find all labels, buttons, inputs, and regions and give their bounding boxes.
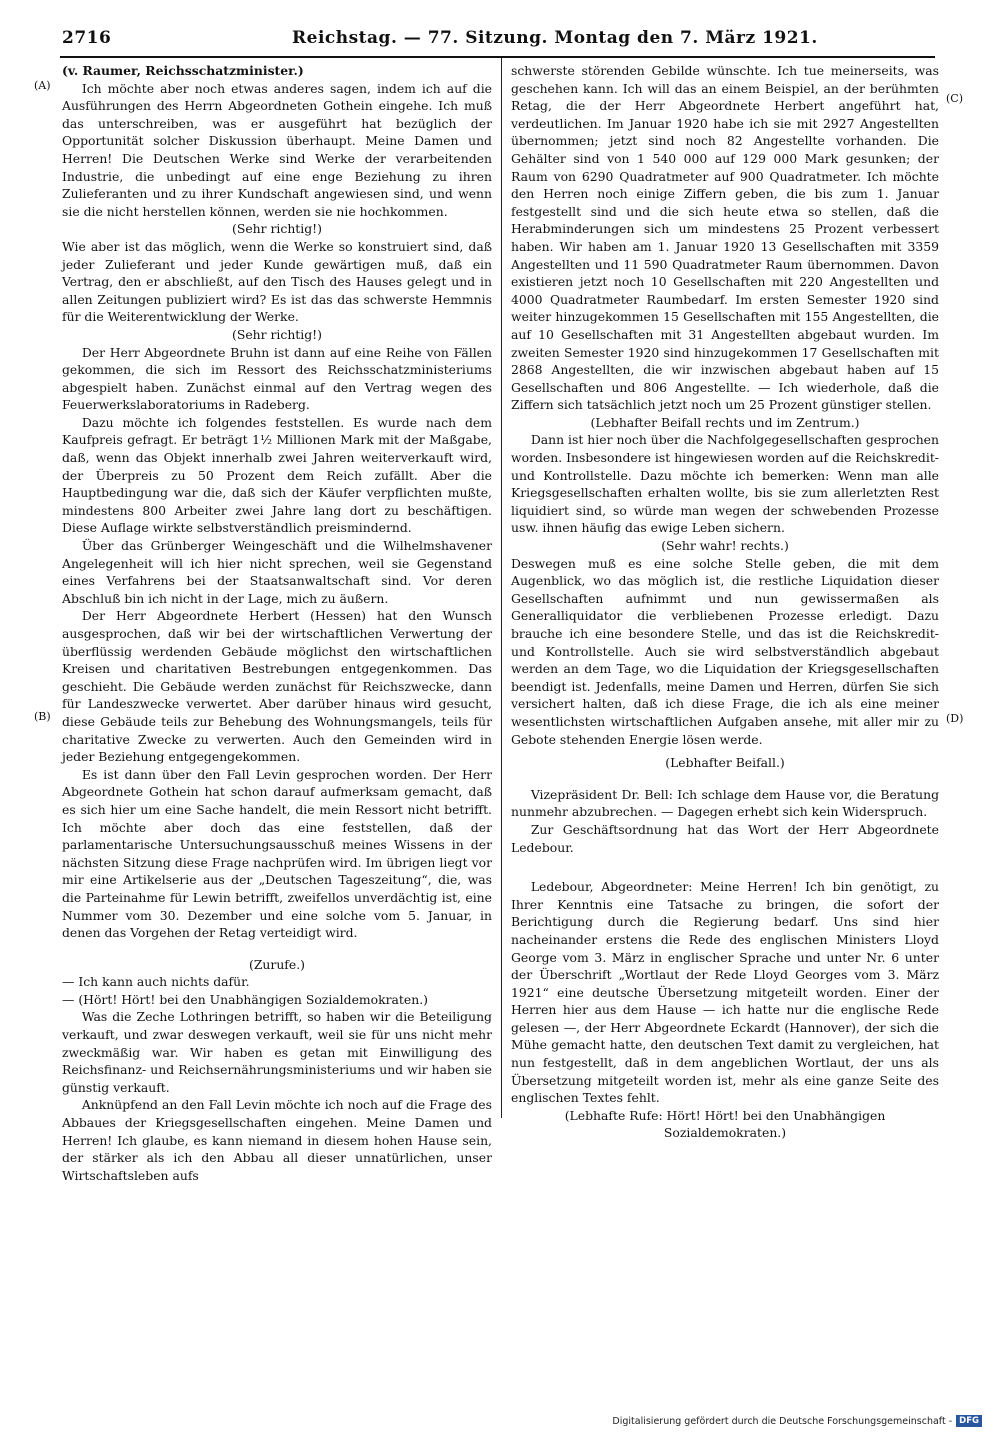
paragraph: Deswegen muß es eine solche Stelle geben, die mit dem Augenblick, wo das möglich ist, die restliche Liquidation dieser Gesellschaften aufnimmt und nun gewissermaßen als Generalliquidator die verbliebenen Prozesse erledigt. Dazu brauche ich eine besondere Stelle, und das ist die Reichskredit- und Kontrollstelle. Auch sie wird selbstverständlich abgebaut werden an dem Tage, wo die Liquidation der Kriegsgesellschaften beendigt ist. Jedenfalls, meine Damen und Herren, dürfen Sie sich versichert halten, daß ich diese Frage, die ich als eine meiner wesentlichsten wirtschaftlichen Aufgaben ansehe, mit aller mir zu Gebote stehenden Energie lösen werde. bbox=[511, 555, 939, 747]
page-header bbox=[62, 28, 997, 54]
page-number: 2716 bbox=[62, 28, 112, 48]
paragraph: — Ich kann auch nichts dafür. bbox=[62, 974, 250, 990]
left-column bbox=[62, 62, 492, 1184]
interjection: (Lebhafter Beifall.) bbox=[665, 755, 785, 771]
running-title: Reichstag. — 77. Sitzung. Montag den 7. März 1921. bbox=[292, 28, 818, 48]
paragraph: Ledebour, Abgeordneter: Meine Herren! Ich bin genötigt, zu Ihrer Kenntnis eine Tatsache zu bringen, die sofort der Berichtigung durch die Regierung bedarf. Uns sind hier nacheinander erstens die Rede des englischen Ministers Lloyd George vom 3. März in englischer Sprache und unter Nr. 6 unter der Überschrift „Wortlaut der Rede Lloyd Georges vom 3. März 1921“ eine deutsche Übersetzung mitgeteilt worden. Einer der Herren hier aus dem Hause — ich hatte nur die englische Rede gelesen —, der Herr Abgeordnete Eckardt (Hannover), der sich die Mühe gemacht hatte, den deutschen Text damit zu vergleichen, hat nun festgestellt, daß in dem angeblichen Wortlaut, der uns als Übersetzung mitgeteilt worden ist, mehr als eine ganze Seite des englischen Textes fehlt. bbox=[511, 879, 939, 1106]
paragraph: Über das Grünberger Weingeschäft und die Wilhelmshavener Angelegenheit will ich hier nicht sprechen, weil sie Gegenstand eines Verfahrens bei der Staatsanwaltschaft sind. Vor deren Abschluß bin ich nicht in der Lage, mich zu äußern. bbox=[62, 538, 492, 606]
interjection: (Sehr richtig!) bbox=[232, 221, 322, 237]
margin-marker-b: (B) bbox=[34, 710, 51, 723]
paragraph: Ich möchte aber noch etwas anderes sagen, indem ich auf die Ausführungen des Herrn Abgeordneten Gothein eingehe. Ich muß das unterschreiben, was er ausgeführt hat bezüglich der Opportunität solcher Diskussion überhaupt. Meine Damen und Herren! Die Deutschen Werke sind Werke der verarbeitenden Industrie, die unbedingt auf eine enge Beziehung zu ihren Zulieferanten und zu ihrer Kundschaft angewiesen sind, und wenn sie die nicht herstellen können, werden sie nie hochkommen. bbox=[62, 80, 492, 219]
column-divider bbox=[501, 58, 502, 1118]
speaker-label: (v. Raumer, Reichsschatzminister.) bbox=[62, 63, 304, 78]
dfg-logo-icon: DFG bbox=[956, 1415, 982, 1427]
interjection: (Lebhafte Rufe: Hört! Hört! bei den Unabhängigen Sozialdemokraten.) bbox=[564, 1107, 886, 1141]
right-column bbox=[511, 62, 939, 1142]
paragraph: Dann ist hier noch über die Nachfolgegesellschaften gesprochen worden. Insbesondere ist hingewiesen worden auf die Reichskredit- und Kontrollstelle. Dazu möchte ich bemerken: Wenn man alle Kriegsgesellschaften erhalten wollte, bis sie zum allerletzten Rest liquidiert sind, so würde man wegen der schwebenden Prozesse usw. ihnen häufig das ewige Leben sichern. bbox=[511, 432, 939, 536]
interjection: (Sehr wahr! rechts.) bbox=[661, 538, 789, 554]
interjection: (Lebhafter Beifall rechts und im Zentrum.) bbox=[590, 414, 860, 430]
funding-note: Digitalisierung gefördert durch die Deutsche Forschungsgemeinschaft - bbox=[612, 1415, 953, 1427]
header-rule bbox=[60, 56, 935, 58]
margin-marker-d: (D) bbox=[946, 712, 964, 725]
paragraph: Es ist dann über den Fall Levin gesprochen worden. Der Herr Abgeordnete Gothein hat schon darauf aufmerksam gemacht, daß es sich hier um eine Sache handelt, die mein Ressort nicht betrifft. Ich möchte aber doch das eine feststellen, daß der parlamentarische Untersuchungsausschuß meines Wissens in der nächsten Sitzung diese Frage nachprüfen wird. Im übrigen liegt vor mir eine Artikelserie aus der „Deutschen Tageszeitung“, die, was die Parteinahme für Lewin betrifft, zweifellos unverdächtig ist, eine Nummer vom 30. Dezember und eine solche vom 5. Januar, in denen das Vorgehen der Retag verteidigt wird. bbox=[62, 766, 492, 941]
page-footer bbox=[612, 1415, 982, 1427]
paragraph: Wie aber ist das möglich, wenn die Werke so konstruiert sind, daß jeder Zulieferant und jeder Kunde gewärtigen muß, daß ein Vertrag, den er abschließt, auf den Tisch des Hauses gelegt und in allen Zeitungen publiziert wird? Es ist das das schwerste Hemmnis für die Weiterentwicklung der Werke. bbox=[62, 238, 492, 325]
interjection: — (Hört! Hört! bei den Unabhängigen Sozialdemokraten.) bbox=[62, 991, 428, 1007]
paragraph: Dazu möchte ich folgendes feststellen. Es wurde nach dem Kaufpreis gefragt. Er beträgt 1½ Millionen Mark mit der Maßgabe, daß, wenn das Objekt innerhalb zwei Jahren weiterverkauft wird, der Überpreis zu 50 Prozent dem Reich zufällt. Aber die Hauptbedingung war die, daß sich der Käufer verpflichten mußte, mindestens 800 Arbeiter zwei Jahre lang dort zu beschäftigen. Diese Auflage wirkte selbstverständlich preismindernd. bbox=[62, 414, 492, 536]
paragraph: Der Herr Abgeordnete Herbert (Hessen) hat den Wunsch ausgesprochen, daß wir bei der wirtschaftlichen Verwertung der überflüssig werdenden Gebäude möglichst den wirtschaftlichen Kreisen und charitativen Bestrebungen entgegenkommen. Das geschieht. Die Gebäude werden zunächst für Reichszwecke, dann für Landeszwecke verwertet. Aber darüber hinaus wird gesucht, diese Gebäude teils zur Behebung des Wohnungsmangels, teils für charitative Zwecke zu verwerten. Auch den Gemeinden wird in jeder Beziehung entgegengekommen. bbox=[62, 608, 492, 765]
paragraph: Der Herr Abgeordnete Bruhn ist dann auf eine Reihe von Fällen gekommen, die sich im Ressort des Reichsschatzministeriums abgespielt haben. Zunächst einmal auf den Vertrag wegen des Feuerwerkslaboratoriums in Radeberg. bbox=[62, 344, 492, 413]
paragraph: schwerste störenden Gebilde wünschte. Ich tue meinerseits, was geschehen kann. Ich will das an einem Beispiel, an der berühmten Retag, die der Herr Abgeordnete Herbert angeführt hat, verdeutlichen. Im Januar 1920 habe ich sie mit 2927 Angestellten übernommen; jetzt sind noch 82 Angestellte vorhanden. Die Gehälter sind von 1 540 000 auf 129 000 Mark gesunken; der Raum von 6290 Quadratmeter auf 900 Quadratmeter. Ich möchte den Herren noch einige Ziffern geben, die bis zum 1. Januar festgestellt sind und die sich heute etwa so stellen, daß die Herabminderungen sich um mindestens 25 Prozent verbessert haben. Wir haben am 1. Januar 1920 13 Gesellschaften mit 3359 Angestellten und 11 590 Quadratmeter Raum übernommen. Davon existieren jetzt noch 10 Gesellschaften mit 220 Angestellten und 4000 Quadratmeter Raumbedarf. Im ersten Semester 1920 sind weiter hinzugekommen 15 Gesellschaften mit 155 Angestellten, die auf 10 Gesellschaften mit 31 Angestellten abgebaut wurden. Im zweiten Semester 1920 sind hinzugekommen 17 Gesellschaften mit 2868 Angestellten, die wir inzwischen abgebaut haben auf 15 Gesellschaften und 806 Angestellte. — Ich wiederhole, daß die Ziffern sich tatsächlich jetzt noch um 25 Prozent günstiger stellen. bbox=[511, 63, 939, 413]
paragraph: Zur Geschäftsordnung hat das Wort der Herr Abgeordnete Ledebour. bbox=[511, 821, 939, 855]
interjection: (Zurufe.) bbox=[248, 956, 306, 972]
paragraph: Vizepräsident Dr. Bell: Ich schlage dem Hause vor, die Beratung nunmehr abzubrechen. — Dagegen erhebt sich kein Widerspruch. bbox=[511, 786, 939, 820]
margin-marker-c: (C) bbox=[946, 92, 963, 105]
interjection: (Sehr richtig!) bbox=[232, 326, 322, 342]
margin-marker-a: (A) bbox=[34, 79, 51, 92]
paragraph: Anknüpfend an den Fall Levin möchte ich noch auf die Frage des Abbaues der Kriegsgesellschaften eingehen. Meine Damen und Herren! Ich glaube, es kann niemand in diesem hohen Hause sein, der stärker als ich den Abbau all dieser unnatürlichen, unser Wirtschaftsleben aufs bbox=[62, 1097, 492, 1183]
paragraph: Was die Zeche Lothringen betrifft, so haben wir die Beteiligung verkauft, und zwar deswegen verkauft, weil sie für uns nicht mehr zweckmäßig war. Wir haben es getan mit Einwilligung des Reichsfinanz- und Reichsernährungsministeriums und wir haben sie günstig verkauft. bbox=[62, 1009, 492, 1095]
